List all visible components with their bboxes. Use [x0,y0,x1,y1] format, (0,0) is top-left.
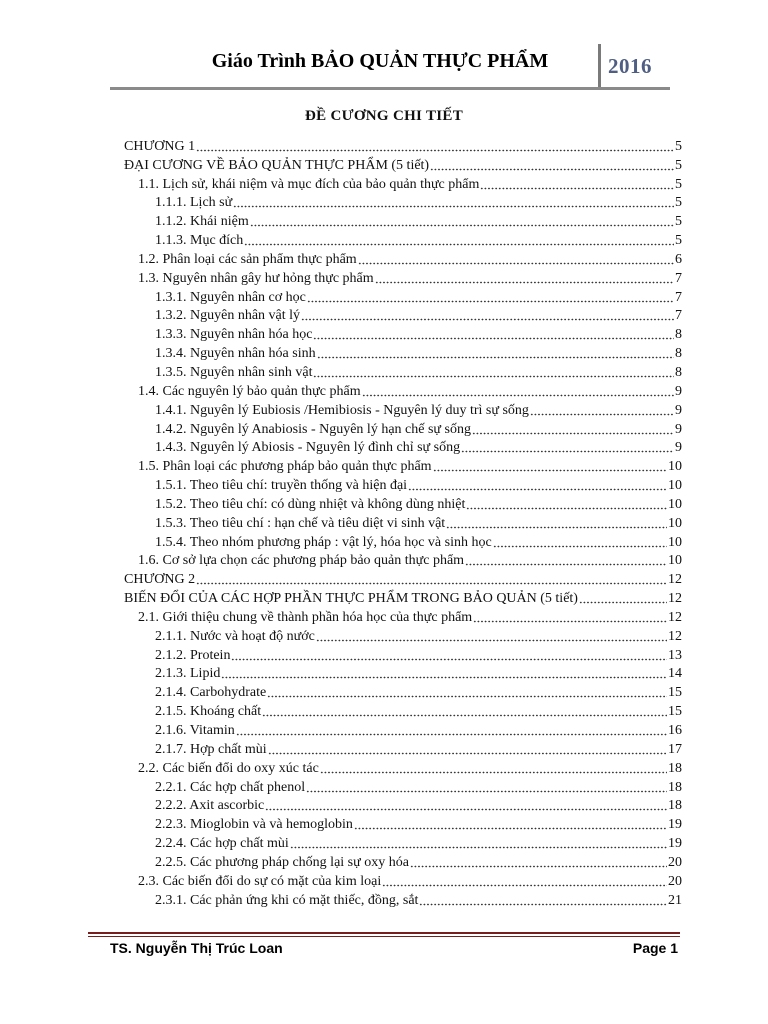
toc-entry-page: 10 [668,478,682,494]
toc-dot-leader [262,703,667,721]
toc-dot-leader [221,665,667,683]
toc-entry-title: 1.4.2. Nguyên lý Anabiosis - Nguyên lý hạn chế sự sống [155,421,471,437]
toc-dot-leader [461,439,674,457]
toc-entry-title: 1.5.3. Theo tiêu chí : hạn chế và tiêu diệt vi sinh vật [155,515,446,531]
toc-entry-title: 1.4. Các nguyên lý bảo quản thực phẩm [138,383,361,399]
toc-dot-leader [313,364,674,382]
toc-entry-page: 19 [668,817,682,833]
toc-entry[interactable] [124,212,682,231]
toc-dot-leader [196,571,667,589]
toc-entry-page: 18 [668,798,682,814]
document-title: Giáo Trình BẢO QUẢN THỰC PHẨM [211,50,549,72]
header-divider [598,44,601,90]
toc-dot-leader [250,213,674,231]
toc-dot-leader [579,590,667,608]
toc-entry-title: 2.1.7. Hợp chất mùi [155,741,267,757]
toc-entry-title: 1.3.2. Nguyên nhân vật lý [155,308,301,324]
toc-entry-title: 2.1. Giới thiệu chung về thành phần hóa học của thực phẩm [138,609,473,625]
toc-entry-page: 18 [668,760,682,776]
toc-dot-leader [268,741,667,759]
toc-entry[interactable] [124,702,682,721]
toc-entry-page: 10 [668,496,682,512]
toc-dot-leader [472,421,674,439]
toc-entry-title: 2.1.5. Khoáng chất [155,704,262,720]
toc-entry-page: 8 [675,364,682,380]
toc-entry-title: 1.4.1. Nguyên lý Eubiosis /Hemibiosis - Nguyên lý duy trì sự sống [155,402,529,418]
toc-entry-title: 1.5.1. Theo tiêu chí: truyền thống và hiện đại [155,478,408,494]
toc-dot-leader [313,326,674,344]
toc-entry[interactable] [124,797,682,816]
toc-dot-leader [317,345,674,363]
toc-entry[interactable] [124,175,682,194]
toc-entry[interactable] [124,514,682,533]
footer-page-number: Page 1 [632,940,678,956]
toc-entry[interactable] [124,552,682,571]
toc-entry[interactable] [124,476,682,495]
toc-entry-title: 1.4.3. Nguyên lý Abiosis - Nguyên lý đình chỉ sự sống [155,440,461,456]
toc-entry[interactable] [124,382,682,401]
toc-entry[interactable] [124,646,682,665]
toc-dot-leader [320,760,667,778]
toc-heading: ĐỀ CƯƠNG CHI TIẾT [304,108,464,124]
document-year: 2016 [608,54,652,78]
toc-dot-leader [231,647,667,665]
toc-entry[interactable] [124,457,682,476]
toc-entry-title: 2.1.1. Nước và hoạt độ nước [155,628,315,644]
toc-entry-title: 1.2. Phân loại các sản phẩm thực phẩm [138,251,357,267]
toc-entry[interactable] [124,439,682,458]
toc-dot-leader [480,176,674,194]
toc-entry-title: 1.5. Phân loại các phương pháp bảo quản thực phẩm [138,459,432,475]
toc-entry-title: 2.1.3. Lipid [155,666,221,682]
toc-entry[interactable] [124,853,682,872]
toc-entry-page: 5 [675,233,682,249]
toc-dot-leader [410,854,667,872]
toc-entry[interactable] [124,834,682,853]
toc-entry-page: 5 [675,214,682,230]
toc-dot-leader [433,458,667,476]
toc-entry-title: CHƯƠNG 2 [124,572,196,588]
toc-entry-title: 1.5.2. Theo tiêu chí: có dùng nhiệt và không dùng nhiệt [155,496,466,512]
toc-entry-title: 2.1.6. Vitamin [155,723,235,738]
toc-entry[interactable] [124,325,682,344]
toc-entry[interactable] [124,627,682,646]
toc-entry-title: 2.2.4. Các hợp chất mùi [155,836,289,852]
toc-entry-title: BIẾN ĐỔI CỦA CÁC HỢP PHẦN THỰC PHẨM TRONG BẢO QUẢN (5 tiết) [124,591,578,607]
toc-dot-leader [301,307,674,325]
toc-entry[interactable] [124,589,682,608]
toc-entry[interactable] [124,344,682,363]
toc-dot-leader [306,779,667,797]
toc-entry-title: 1.3.3. Nguyên nhân hóa học [155,327,313,343]
toc-entry-title: 1.3.1. Nguyên nhân cơ học [155,289,306,305]
toc-entry-title: 1.5.4. Theo nhóm phương pháp : vật lý, hóa học và sinh học [155,534,492,550]
toc-entry-page: 10 [668,534,682,550]
toc-entry-page: 14 [668,666,682,682]
toc-entry-page: 5 [675,195,682,211]
toc-dot-leader [307,289,674,307]
toc-entry[interactable] [124,533,682,552]
toc-dot-leader [358,251,674,269]
toc-dot-leader [233,194,674,212]
toc-entry-page: 13 [668,647,682,663]
toc-entry-page: 9 [675,440,682,456]
toc-entry-title: 1.3.5. Nguyên nhân sinh vật [155,364,313,380]
toc-dot-leader [473,609,667,627]
table-of-contents [124,137,682,910]
toc-entry-title: 2.3.1. Các phản ứng khi có mặt thiếc, đồng, sắt [155,892,419,908]
toc-entry[interactable] [124,231,682,250]
toc-entry-title: 1.3. Nguyên nhân gây hư hỏng thực phẩm [138,270,374,286]
toc-entry-page: 8 [675,346,682,362]
toc-entry-page: 7 [675,270,682,286]
toc-entry-title: 1.6. Cơ sở lựa chọn các phương pháp bảo quản thực phẩm [138,553,465,569]
toc-dot-leader [265,797,667,815]
toc-entry[interactable] [124,872,682,891]
toc-dot-leader [530,402,674,420]
toc-dot-leader [446,515,667,533]
toc-entry[interactable] [124,194,682,213]
toc-entry-title: ĐẠI CƯƠNG VỀ BẢO QUẢN THỰC PHẨM (5 tiết) [124,157,430,173]
toc-entry[interactable] [124,759,682,778]
toc-entry-title: 1.1.2. Khái niệm [155,214,249,230]
toc-dot-leader [493,534,667,552]
toc-entry-title: 2.2.2. Axit ascorbic [155,798,265,814]
toc-entry-page: 5 [675,138,682,154]
toc-entry[interactable] [124,815,682,834]
toc-entry-page: 10 [668,515,682,531]
toc-entry-page: 21 [668,892,682,908]
toc-entry[interactable] [124,156,682,175]
toc-dot-leader [375,270,674,288]
toc-entry-title: 2.2.5. Các phương pháp chống lại sự oxy hóa [155,854,409,870]
toc-entry[interactable] [124,891,682,910]
toc-entry-title: 2.3. Các biến đổi do sự có mặt của kim loại [138,873,382,889]
toc-entry[interactable] [124,495,682,514]
toc-entry-title: 2.1.4. Carbohydrate [155,685,267,701]
toc-entry-page: 10 [668,553,682,569]
toc-entry[interactable] [124,721,682,740]
toc-entry[interactable] [124,288,682,307]
footer-rule [88,932,680,934]
toc-entry-page: 5 [675,176,682,192]
header-rule [110,87,670,90]
toc-entry[interactable] [124,740,682,759]
toc-dot-leader [244,232,674,250]
toc-entry[interactable] [124,307,682,326]
toc-entry-title: 1.3.4. Nguyên nhân hóa sinh [155,346,316,362]
footer-rule-thin [88,936,680,937]
toc-entry-title: 2.2. Các biến đổi do oxy xúc tác [138,760,319,776]
toc-dot-leader [466,496,667,514]
toc-dot-leader [430,157,674,175]
toc-entry-title: 2.2.1. Các hợp chất phenol [155,779,306,795]
toc-entry-page: 12 [668,591,682,607]
toc-entry[interactable] [124,137,682,156]
toc-entry[interactable] [124,363,682,382]
toc-entry-page: 5 [675,157,682,173]
toc-entry-page: 7 [675,308,682,324]
toc-entry-title: 2.1.2. Protein [155,647,231,663]
toc-entry-page: 20 [668,854,682,870]
toc-entry[interactable] [124,401,682,420]
toc-entry-page: 17 [668,741,682,757]
toc-entry[interactable] [124,683,682,702]
toc-entry-page: 15 [668,704,682,720]
toc-entry[interactable] [124,420,682,439]
toc-entry-page: 15 [668,685,682,701]
toc-dot-leader [196,138,674,156]
toc-dot-leader [354,816,667,834]
toc-entry-page: 6 [675,251,682,267]
toc-dot-leader [236,722,667,740]
toc-dot-leader [465,552,667,570]
toc-entry-title: CHƯƠNG 1 [124,138,196,154]
toc-entry-page: 16 [668,723,682,738]
toc-entry-page: 10 [668,459,682,475]
toc-entry-title: 1.1.3. Mục đích [155,233,244,249]
toc-entry[interactable] [124,269,682,288]
footer-author: TS. Nguyễn Thị Trúc Loan [110,940,283,956]
toc-dot-leader [316,628,667,646]
toc-entry-page: 18 [668,779,682,795]
toc-entry-page: 12 [668,609,682,625]
toc-entry-page: 20 [668,873,682,889]
toc-entry[interactable] [124,570,682,589]
toc-entry-title: 2.2.3. Mioglobin và và hemoglobin [155,817,353,833]
toc-entry[interactable] [124,665,682,684]
toc-entry-page: 9 [675,383,682,399]
toc-dot-leader [419,892,667,910]
toc-entry-page: 7 [675,289,682,305]
toc-entry[interactable] [124,778,682,797]
toc-entry-title: 1.1. Lịch sử, khái niệm và mục đích của bảo quản thực phẩm [138,176,480,192]
toc-entry-page: 9 [675,402,682,418]
toc-dot-leader [382,873,667,891]
toc-dot-leader [290,835,667,853]
toc-dot-leader [362,383,674,401]
toc-dot-leader [408,477,667,495]
toc-dot-leader [267,684,667,702]
toc-entry-page: 12 [668,628,682,644]
toc-entry-page: 19 [668,836,682,852]
toc-entry-page: 12 [668,572,682,588]
toc-entry-page: 9 [675,421,682,437]
toc-entry-page: 8 [675,327,682,343]
toc-entry-title: 1.1.1. Lịch sử [155,195,233,211]
toc-entry[interactable] [124,608,682,627]
toc-entry[interactable] [124,250,682,269]
